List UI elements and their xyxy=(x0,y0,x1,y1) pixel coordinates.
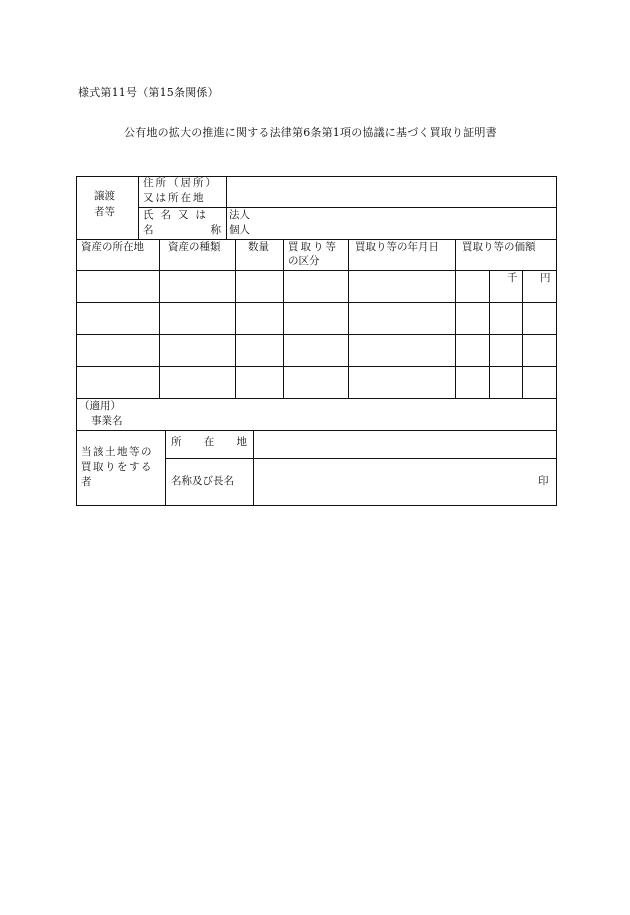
project-name-label: 事業名 xyxy=(91,415,123,427)
purchaser-name-label: 名称及び長名 xyxy=(171,475,234,487)
transferor-label-line1: 譲渡 xyxy=(94,190,115,202)
header-category-line2: の区分 xyxy=(288,255,320,267)
form-number: 様式第11号（第15条関係） xyxy=(78,86,219,99)
header-category-line1: 買取り等 xyxy=(288,241,338,253)
seal-mark: 印 xyxy=(538,475,549,487)
unit-thousand: 千 xyxy=(507,272,518,284)
name-label-line1: 氏名又は xyxy=(143,209,213,221)
header-type: 資産の種類 xyxy=(168,241,221,253)
name-value-individual: 個人 xyxy=(229,224,250,236)
name-label-line2: 名 称 xyxy=(143,224,221,236)
document-title: 公有地の拡大の推進に関する法律第6条第1項の協議に基づく買取り証明書 xyxy=(124,126,497,139)
remarks-label: （適用） xyxy=(79,400,121,412)
purchaser-label: 当該土地等の買取りをする者 xyxy=(81,446,153,488)
header-price: 買取り等の価額 xyxy=(462,241,536,253)
transferor-label-line2: 者等 xyxy=(94,206,115,218)
header-date: 買取り等の年月日 xyxy=(355,241,439,253)
header-location: 資産の所在地 xyxy=(81,241,144,253)
purchaser-location-label: 所 在 地 xyxy=(171,436,247,448)
name-value-corporation: 法人 xyxy=(229,209,250,221)
address-label-line1: 住所（居所） xyxy=(143,177,218,189)
header-quantity: 数量 xyxy=(248,241,269,253)
unit-yen: 円 xyxy=(540,272,551,284)
address-label-line2: 又は所在地 xyxy=(143,192,206,204)
